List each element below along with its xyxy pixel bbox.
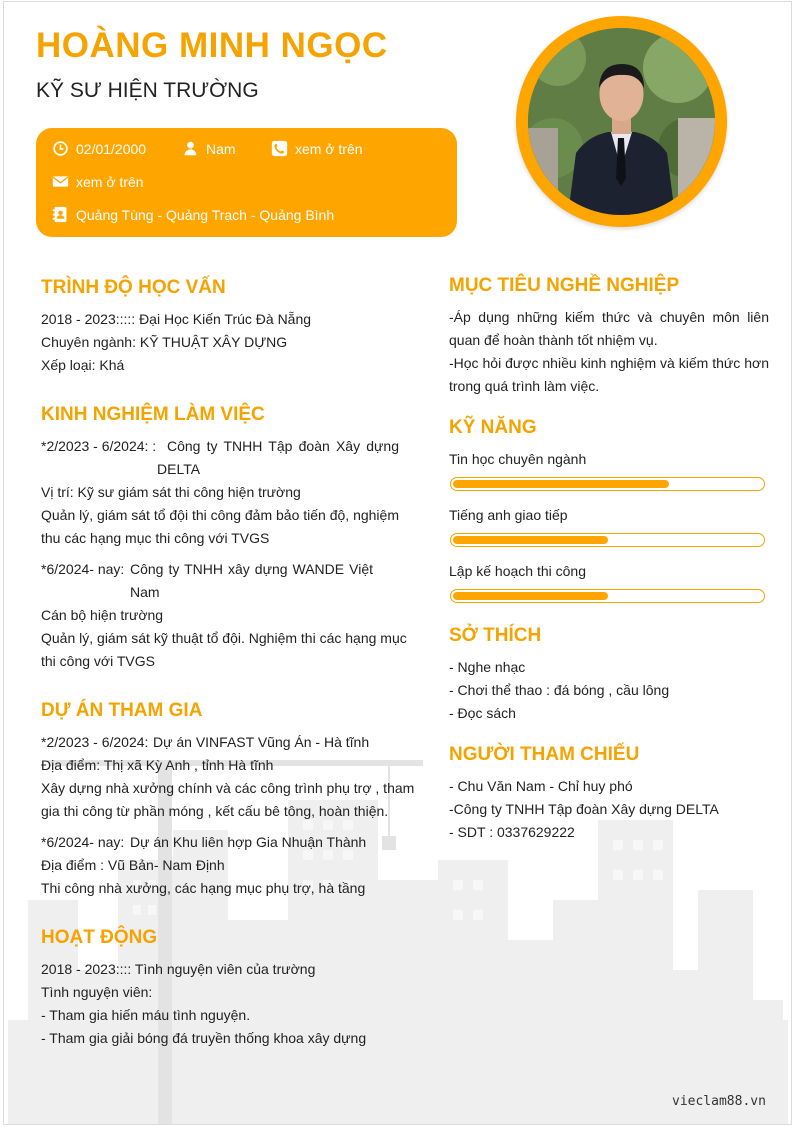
skill-level-fill xyxy=(453,592,608,600)
skill-name: Lập kế hoạch thi công xyxy=(449,563,586,579)
address-item xyxy=(52,206,334,223)
dob-item xyxy=(52,140,146,157)
skills-title: KỸ NĂNG xyxy=(449,417,537,438)
reference-line: - Chu Văn Nam - Chỉ huy phó xyxy=(449,778,633,794)
hobby-line: - Chơi thể thao : đá bóng , cầu lông xyxy=(449,682,670,698)
mail-icon xyxy=(52,173,69,190)
job-position: Cán bộ hiện trường xyxy=(41,607,164,623)
skill-bar xyxy=(450,477,765,491)
email-value: xem ở trên xyxy=(76,173,144,190)
phone-icon xyxy=(271,140,288,157)
contact-info-box xyxy=(36,128,457,237)
skill-name: Tin học chuyên ngành xyxy=(449,451,587,467)
hobbies-title: SỞ THÍCH xyxy=(449,625,542,646)
project-description: gia thi công từ phần móng , kết cấu bê tông, hoàn thiện. xyxy=(41,803,389,819)
activity-line: - Tham gia hiến máu tình nguyện. xyxy=(41,1007,251,1023)
project-name: Dự án VINFAST Vũng Án - Hà tĩnh xyxy=(153,734,370,750)
job-description: thi công với TVGS xyxy=(41,653,155,669)
project-location: Địa điểm: Thị xã Kỳ Anh , tỉnh Hà tĩnh xyxy=(41,757,274,773)
reference-line: - SDT : 0337629222 xyxy=(449,824,575,840)
address-book-icon xyxy=(52,206,69,223)
candidate-name: HOÀNG MINH NGỌC xyxy=(36,26,388,65)
project-period: *2/2023 - 6/2024: xyxy=(41,734,149,750)
reference-line: -Công ty TNHH Tập đoàn Xây dựng DELTA xyxy=(449,801,719,817)
objective-line: -Học hỏi được nhiều kinh nghiệm và kiếm thức hơn xyxy=(449,355,769,371)
skill-bar xyxy=(450,589,765,603)
education-line: 2018 - 2023::::: Đại Học Kiến Trúc Đà Nẵng xyxy=(41,311,312,327)
gender-value: Nam xyxy=(206,140,236,157)
project-description: Thi công nhà xưởng, các hạng mục phụ trợ, hà tầng xyxy=(41,880,366,896)
avatar-frame xyxy=(516,16,727,227)
dob-value: 02/01/2000 xyxy=(76,140,147,157)
site-watermark: vieclam88.vn xyxy=(672,1094,766,1109)
education-line: Chuyên ngành: KỸ THUẬT XÂY DỰNG xyxy=(41,334,288,350)
education-line: Xếp loại: Khá xyxy=(41,357,125,373)
skill-name: Tiếng anh giao tiếp xyxy=(449,507,568,523)
gender-item xyxy=(182,140,236,157)
project-period: *6/2024- nay: xyxy=(41,834,125,850)
clock-icon xyxy=(52,140,69,157)
project-description: Xây dựng nhà xưởng chính và các công trình phụ trợ , tham xyxy=(41,780,415,796)
job-position: Vị trí: Kỹ sư giám sát thi công hiện trường xyxy=(41,484,301,500)
job-title: KỸ SƯ HIỆN TRƯỜNG xyxy=(36,79,259,102)
job-company-cont: DELTA xyxy=(157,461,201,477)
activity-line: 2018 - 2023:::: Tình nguyện viên của trường xyxy=(41,961,316,977)
avatar xyxy=(528,28,715,215)
objective-line: trong quá trình làm việc. xyxy=(449,378,600,394)
objective-line: -Áp dụng những kiếm thức và chuyên môn liên xyxy=(449,309,769,325)
job-company: Công ty TNHH Tập đoàn Xây dựng xyxy=(167,438,399,454)
hobby-line: - Đọc sách xyxy=(449,705,516,721)
objective-title: MỤC TIÊU NGHỀ NGHIỆP xyxy=(449,275,680,296)
hobby-line: - Nghe nhạc xyxy=(449,659,526,675)
job-company: Công ty TNHH xây dựng WANDE Việt xyxy=(130,561,373,577)
job-description: Quản lý, giám sát tổ đội thi công đảm bảo tiến độ, nghiệm xyxy=(41,507,399,523)
address-value: Quảng Tùng - Quảng Trạch - Quảng Bình xyxy=(76,206,335,223)
project-location: Địa điểm : Vũ Bản- Nam Định xyxy=(41,857,225,873)
email-item xyxy=(52,173,144,190)
job-description: thu các hạng mục thi công với TVGS xyxy=(41,530,270,546)
job-description: Quản lý, giám sát kỹ thuật tổ đội. Nghiệm thi các hạng mục xyxy=(41,630,407,646)
skill-level-fill xyxy=(453,536,608,544)
projects-title: DỰ ÁN THAM GIA xyxy=(41,700,203,721)
phone-item xyxy=(271,140,363,157)
job-period: *6/2024- nay: xyxy=(41,561,125,577)
objective-line: quan để hoàn thành tốt nhiệm vụ. xyxy=(449,332,658,348)
phone-value: xem ở trên xyxy=(295,140,363,157)
skill-level-fill xyxy=(453,480,669,488)
user-icon xyxy=(182,140,199,157)
activities-title: HOẠT ĐỘNG xyxy=(41,927,158,948)
skill-bar xyxy=(450,533,765,547)
profile-photo xyxy=(528,28,715,215)
activity-line: - Tham gia giải bóng đá truyền thống khoa xây dựng xyxy=(41,1030,367,1046)
activity-line: Tình nguyện viên: xyxy=(41,984,153,1000)
references-title: NGƯỜI THAM CHIẾU xyxy=(449,744,640,765)
project-name: Dự án Khu liên hợp Gia Nhuận Thành xyxy=(130,834,367,850)
job-period: *2/2023 - 6/2024: : xyxy=(41,438,157,454)
job-company-cont: Nam xyxy=(130,584,160,600)
experience-title: KINH NGHIỆM LÀM VIỆC xyxy=(41,404,265,425)
education-title: TRÌNH ĐỘ HỌC VẤN xyxy=(41,277,226,298)
